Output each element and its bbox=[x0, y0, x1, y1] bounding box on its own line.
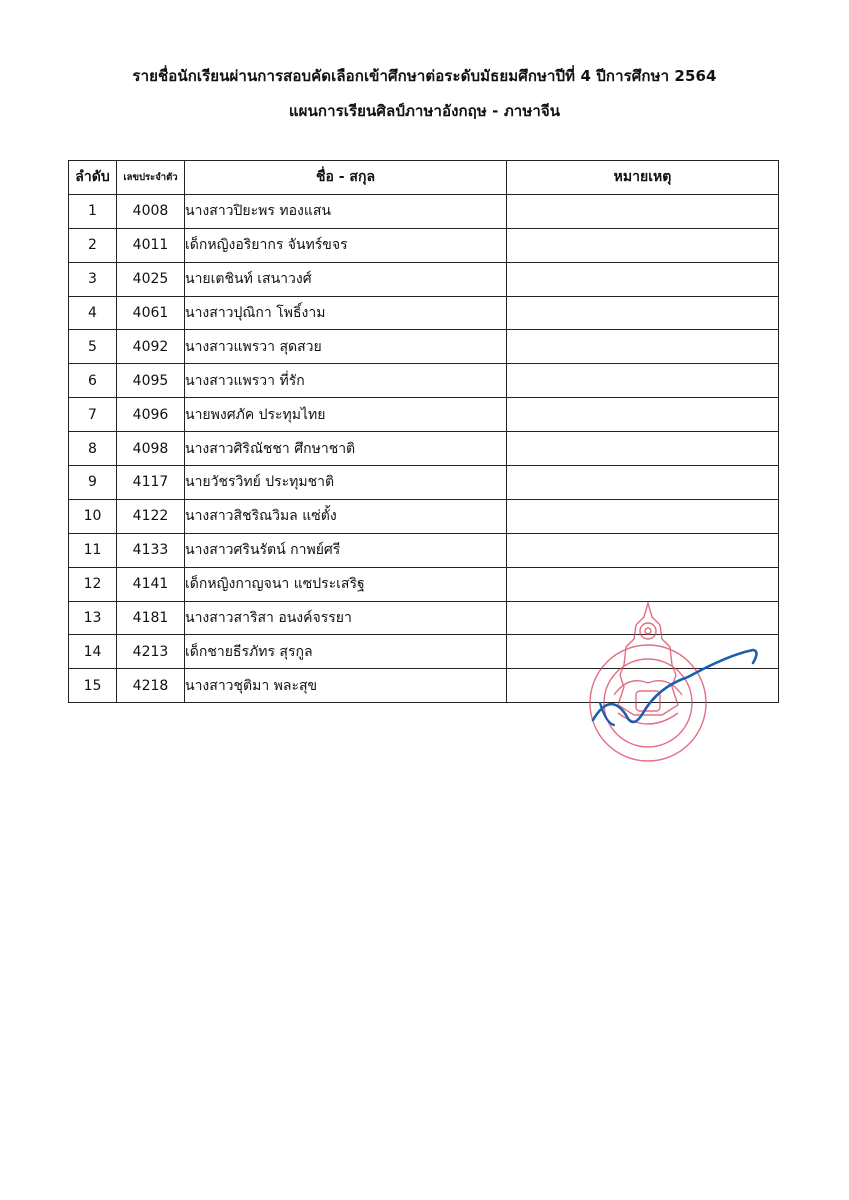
cell-order: 4 bbox=[69, 296, 117, 330]
student-table bbox=[68, 160, 779, 703]
cell-order: 8 bbox=[69, 432, 117, 466]
cell-remarks bbox=[507, 533, 779, 567]
cell-student-id: 4181 bbox=[117, 601, 185, 635]
cell-remarks bbox=[507, 432, 779, 466]
table-row bbox=[69, 601, 779, 635]
table-row bbox=[69, 398, 779, 432]
table-row bbox=[69, 296, 779, 330]
table-row bbox=[69, 533, 779, 567]
cell-full-name: เด็กหญิงกาญจนา แซประเสริฐ bbox=[185, 567, 507, 601]
table-row bbox=[69, 432, 779, 466]
cell-order: 10 bbox=[69, 499, 117, 533]
cell-full-name: นางสาวแพรวา ที่รัก bbox=[185, 364, 507, 398]
cell-order: 2 bbox=[69, 228, 117, 262]
document-subtitle: แผนการเรียนศิลป์ภาษาอังกฤษ - ภาษาจีน bbox=[288, 102, 561, 120]
cell-student-id: 4095 bbox=[117, 364, 185, 398]
cell-student-id: 4122 bbox=[117, 499, 185, 533]
cell-remarks bbox=[507, 635, 779, 669]
cell-full-name: นางสาวศรินรัตน์ กาพย์ศรี bbox=[185, 533, 507, 567]
table-row bbox=[69, 194, 779, 228]
table-row bbox=[69, 364, 779, 398]
cell-full-name: นางสาวปุณิกา โพธิ์งาม bbox=[185, 296, 507, 330]
cell-order: 5 bbox=[69, 330, 117, 364]
cell-full-name: นางสาวศิริณัชชา ศึกษาชาติ bbox=[185, 432, 507, 466]
cell-student-id: 4098 bbox=[117, 432, 185, 466]
cell-remarks bbox=[507, 398, 779, 432]
header-remarks: หมายเหตุ bbox=[507, 161, 779, 195]
cell-full-name: เด็กหญิงอริยากร จันทร์ขจร bbox=[185, 228, 507, 262]
table-header-row bbox=[69, 161, 779, 195]
cell-order: 11 bbox=[69, 533, 117, 567]
cell-remarks bbox=[507, 228, 779, 262]
cell-remarks bbox=[507, 567, 779, 601]
cell-remarks bbox=[507, 364, 779, 398]
cell-remarks bbox=[507, 296, 779, 330]
header-full-name: ชื่อ - สกุล bbox=[185, 161, 507, 195]
cell-order: 15 bbox=[69, 669, 117, 703]
cell-remarks bbox=[507, 669, 779, 703]
cell-full-name: เด็กชายธีรภัทร สุรกูล bbox=[185, 635, 507, 669]
table-row bbox=[69, 635, 779, 669]
header-order: ลำดับ bbox=[69, 161, 117, 195]
cell-full-name: นางสาวสิชริณวิมล แซ่ตั้ง bbox=[185, 499, 507, 533]
cell-student-id: 4117 bbox=[117, 466, 185, 500]
cell-order: 9 bbox=[69, 466, 117, 500]
cell-student-id: 4092 bbox=[117, 330, 185, 364]
table-row bbox=[69, 330, 779, 364]
cell-order: 1 bbox=[69, 194, 117, 228]
cell-full-name: นางสาวชุติมา พละสุข bbox=[185, 669, 507, 703]
cell-student-id: 4213 bbox=[117, 635, 185, 669]
cell-student-id: 4025 bbox=[117, 262, 185, 296]
cell-remarks bbox=[507, 330, 779, 364]
cell-order: 6 bbox=[69, 364, 117, 398]
cell-full-name: นายพงศภัค ประทุมไทย bbox=[185, 398, 507, 432]
cell-full-name: นางสาวสาริสา อนงค์จรรยา bbox=[185, 601, 507, 635]
cell-remarks bbox=[507, 194, 779, 228]
table-row bbox=[69, 228, 779, 262]
cell-full-name: นางสาวแพรวา สุดสวย bbox=[185, 330, 507, 364]
cell-remarks bbox=[507, 499, 779, 533]
cell-order: 13 bbox=[69, 601, 117, 635]
cell-full-name: นายวัชรวิทย์ ประทุมชาติ bbox=[185, 466, 507, 500]
cell-order: 14 bbox=[69, 635, 117, 669]
cell-order: 12 bbox=[69, 567, 117, 601]
cell-order: 7 bbox=[69, 398, 117, 432]
cell-student-id: 4011 bbox=[117, 228, 185, 262]
table-row bbox=[69, 567, 779, 601]
cell-student-id: 4061 bbox=[117, 296, 185, 330]
document-title: รายชื่อนักเรียนผ่านการสอบคัดเลือกเข้าศึกษาต่อระดับมัธยมศึกษาปีที่ 4 ปีการศึกษา 2564 bbox=[132, 67, 717, 85]
header-student-id: เลขประจำตัว bbox=[117, 161, 185, 195]
cell-student-id: 4008 bbox=[117, 194, 185, 228]
table-row bbox=[69, 262, 779, 296]
table-row bbox=[69, 466, 779, 500]
cell-remarks bbox=[507, 466, 779, 500]
cell-student-id: 4218 bbox=[117, 669, 185, 703]
cell-order: 3 bbox=[69, 262, 117, 296]
table-row bbox=[69, 669, 779, 703]
cell-full-name: นางสาวปิยะพร ทองแสน bbox=[185, 194, 507, 228]
cell-student-id: 4133 bbox=[117, 533, 185, 567]
cell-student-id: 4096 bbox=[117, 398, 185, 432]
table-row bbox=[69, 499, 779, 533]
cell-full-name: นายเตชินท์ เสนาวงศ์ bbox=[185, 262, 507, 296]
cell-remarks bbox=[507, 601, 779, 635]
cell-remarks bbox=[507, 262, 779, 296]
cell-student-id: 4141 bbox=[117, 567, 185, 601]
